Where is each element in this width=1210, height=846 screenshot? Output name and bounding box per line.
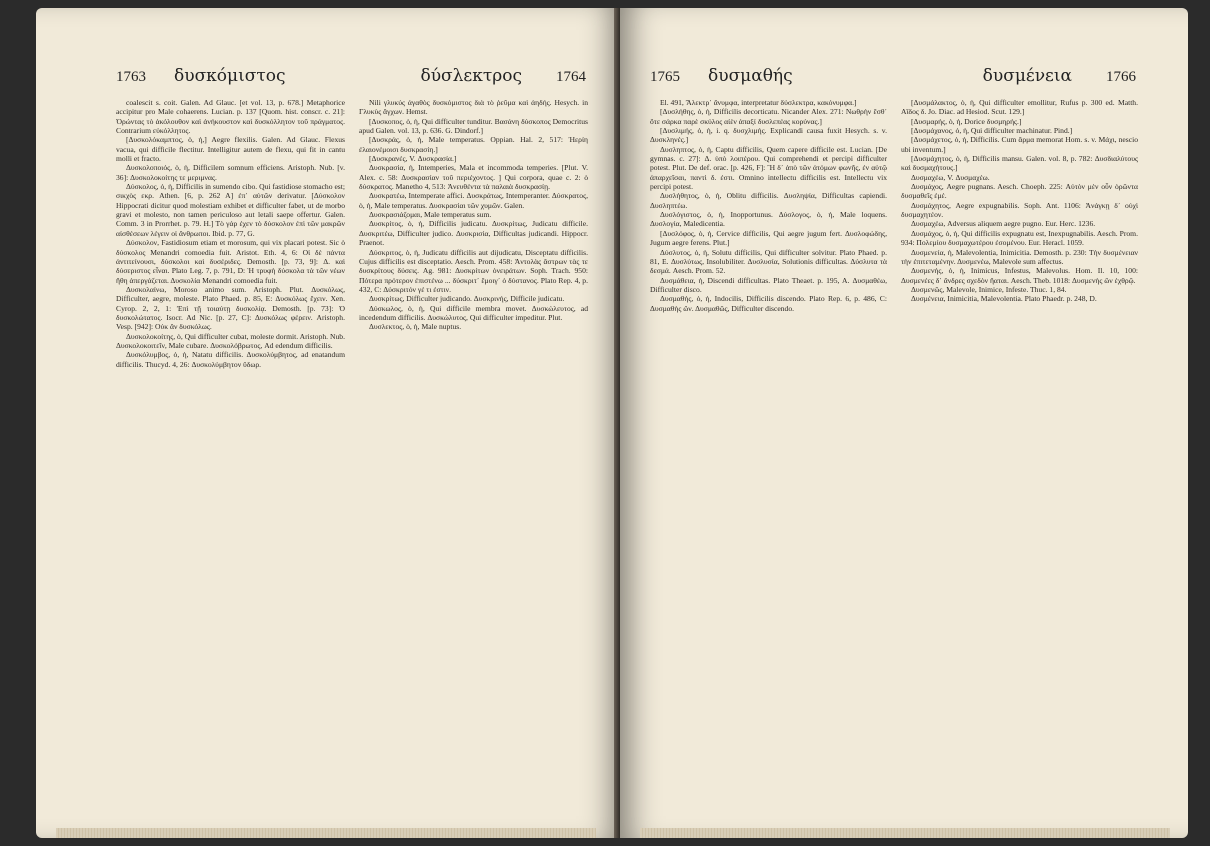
dictionary-entry: Δυσμενῶς, Malevole, Inimice, Infeste. Thuc. 1, 84. xyxy=(911,284,1067,294)
dictionary-entry: [Δυσμάχανος, ὁ, ἡ, Qui difficulter machinatur. Pind.] xyxy=(911,126,1073,136)
dictionary-entry: [Δυσμάχητος, ὁ, ἡ, Difficilis mansu. Galen. vol. 8, p. 782: Δυσδιαλύτους καὶ δυσμαχήτους.] xyxy=(901,154,1138,173)
right-page-headword-b: δυσμένεια xyxy=(982,66,1072,86)
dictionary-entry: Δυσκρίτως, Difficulter judicando. Δυσκρινής, Difficile judicatu. xyxy=(369,294,565,304)
dictionary-entry: Nili γλυκύς ἀγαθὸς δυσκόμιστος διὰ τὸ ῥεῦμα καὶ ἀηδής. Hesych. in Γλυκὺς ἄγχων. Hemst. xyxy=(359,98,588,117)
dictionary-entry: Δυσκολοποιός, ὁ, ἡ, Difficilem somnum efficiens. Aristoph. Nub. [v. 36]: Δυσκολοκοίτης τε μεριμνας. xyxy=(116,163,345,182)
dictionary-entry: Δυσλήθητος, ὁ, ἡ, Oblitu difficilis. Δυσληψία, Difficultas capiendi. Δυσληπτέω. xyxy=(650,191,887,210)
dictionary-entry: Δυσμαχέω, Adversus aliquem aegre pugno. Eur. Herc. 1236. xyxy=(911,219,1096,229)
left-page-headword-b: δύσλεκτρος xyxy=(420,66,522,86)
dictionary-entry: Δυσμάθεια, ἡ, Discendi difficultas. Plato Theaet. p. 195, A. Δυσμαθέω, Difficulter disco. xyxy=(650,275,887,294)
dictionary-entry: [Δυσμάλακτος, ὁ, ἡ, Qui difficulter emollitur, Rufus p. 300 ed. Matth. Αἵδος δ. Jo. Diac. ad Hesiod. Scut. 129.] xyxy=(901,98,1138,117)
right-column-a xyxy=(650,98,887,804)
dictionary-entry: Δυσμαχέω, V. Δυσμαχέω. xyxy=(911,172,990,182)
left-page-number-b: 1764 xyxy=(556,69,586,85)
dictionary-entry: Δυσκόλυμβος, ὁ, ἡ, Natatu difficilis. Δυσκολύμβητος, ad enatandum difficilis. Thucyd. 4, 26: Δυσκολύμβητον ὕδωρ. xyxy=(116,350,345,369)
right-page-edge xyxy=(640,828,1170,838)
dictionary-entry: Δυσκολοκοίτης, ὁ, Qui difficulter cubat, moleste dormit. Aristoph. Nub. Δυσκολοκοιτεῖν, Male cubare. Δυσκολόβρωτος, Ad edendum difficilis. xyxy=(116,331,345,350)
dictionary-entry: Δυσκρίτος, ὁ, ἡ, Difficilis judicatu. Δυσκρίτως, Judicatu difficile. Δυσκριτέω, Difficulter judico. Δυσκρισία, Difficultas judicandi. Hippocr. Praenot. xyxy=(359,219,588,248)
dictionary-entry: Δυσμάχος, ὁ, ἡ, Qui difficilis expugnatu est, Inexpugnabilis. Aesch. Prom. 934: Πολεμίου δυσμαχωτέρου ἐσομένου. Eur. Heracl. 1059. xyxy=(901,228,1138,248)
dictionary-entry: [Δυσκοπος, ὁ, ἡ, Qui difficulter tunditur. Βασάνη δύσκοπος Democritus apud Galen. vol. 13, p. 636. G. Dindorf.] xyxy=(359,116,588,136)
dictionary-entry: Δυσμενής, ὁ, ἡ, Inimicus, Infestus, Malevolus. Hom. Il. 10, 100: Δυσμενέες δ᾽ ἄνδρες σχεδὸν ἥαται. Aesch. Theb. 1018: Δυσμενὴς ὢν ἐχθρῷ. xyxy=(901,266,1138,285)
dictionary-entry: [Δυσλόφος, ὁ, ἡ, Cervice difficilis, Qui aegre jugum fert. Δυσλοφώδης, Jugum aegre ferens. Plut.] xyxy=(650,228,887,248)
dictionary-entry: Δύσλυτος, ὁ, ἡ, Solutu difficilis, Qui difficulter solvitur. Plato Phaed. p. 81, E. Δυσλύτως, Insolubiliter. Δυσλυσία, Solutionis difficultas. Δύσλυτα τὰ δεσμά. Aesch. Prom. 52. xyxy=(650,247,887,276)
dictionary-entry: Δυσκολαίνω, Moroso animo sum. Aristoph. Plut. Δυσκόλως, Difficulter, aegre, moleste. Plato Phaed. p. 85, E: Δυσκόλως ἔχειν. Xen. Cyrop. 2, 2, 1: Ἐπὶ τῇ τοιαύτῃ δυσκολίᾳ. Demosth. [p. 73]: Ὁ δυσκολώτατος. Isocr. Ad Nic. [p. 27, C]: Δυσκόλως φέρειν. Aristoph. Vesp. [942]: Οὐκ ἂν δυσκόλως. xyxy=(116,284,345,332)
dictionary-entry: [Δυσκράς, ὁ, ἡ, Male temperatus. Oppian. Hal. 2, 517: Ἠερίη ἐλαιονέμοισι δυσκρασίη.] xyxy=(359,135,588,154)
right-page xyxy=(620,8,1188,838)
dictionary-entry: El. 491, Ἄλεκτρ᾽ ἄνυμφα, interpretatur δύσλεκτρα, κακόνυμφα.] xyxy=(660,98,857,107)
dictionary-entry: Δυσλόγιστος, ὁ, ἡ, Inopportunus. Δύσλογος, ὁ, ἡ, Male loquens. Δυσλογία, Maledicentia. xyxy=(650,210,887,229)
right-page-header xyxy=(650,66,1136,92)
left-page-header xyxy=(116,66,586,92)
left-page-number-a: 1763 xyxy=(116,69,146,85)
book-spread xyxy=(36,8,1188,838)
dictionary-entry: Δυσμάχος, Aegre pugnans. Aesch. Choeph. 225: Αὐτὸν μὲν οὖν ὁρῶντα δυσμαθεῖς ἐμέ. xyxy=(901,182,1138,201)
dictionary-entry: [Δυσλιμής, ὁ, ἡ, i. q. δυσχλιμής. Explicandi causa fuxit Hesych. s. v. Δυσκληνές.] xyxy=(650,126,887,145)
right-page-columns xyxy=(650,98,1138,804)
right-page-headword-a: δυσμαθής xyxy=(708,66,793,86)
dictionary-entry: [Δυσλήθης, ὁ, ἡ, Difficilis decorticatu. Nicander Alex. 271: Νωθρὴν ἔσθ᾽ ὅτε σάρκα παρὲ σκύλος αἰὲν ἀπαξί δυσλεπέας κορύνας.] xyxy=(650,107,887,126)
right-page-number-b: 1766 xyxy=(1106,69,1136,85)
left-page xyxy=(36,8,620,838)
dictionary-entry: Δυσκρασιάζομαι, Male temperatus sum. xyxy=(369,210,492,220)
dictionary-entry: coalescit s. coit. Galen. Ad Glauc. [et vol. 13, p. 678.] Metaphorice accipitur pro Male cohaerens. Lucian. p. 137 [Quom. hist. conscr. c. 21]: Ὀρώντας τὸ ἀκόλουθον καὶ ἀνήκουστον καὶ δυσκόλλητον τοῦ πράγματος. Contrarium εὐκόλλητος. xyxy=(116,98,345,136)
dictionary-entry: [Δυσκρανές, V. Δυσκρασία.] xyxy=(369,154,457,164)
dictionary-entry: Δυσλεκτος, ὁ, ἡ, Male nuptus. xyxy=(369,322,462,332)
right-column-b xyxy=(901,98,1138,804)
left-page-edge xyxy=(56,828,596,838)
right-page-number-a: 1765 xyxy=(650,69,680,85)
dictionary-entry: Δυσκρατέω, Intemperate affici. Δυσκράτως, Intemperanter. Δύσκρατος, ὁ, ἡ, Male temperatus. Δυσκρασίαι τῶν χυμῶν. Galen. xyxy=(359,191,588,210)
dictionary-entry: Δύσκριτος, ὁ, ἡ, Judicatu difficilis aut dijudicatu, Disceptatu difficilis. Cujus difficilis est disceptatio. Aesch. Prom. 458: Ἀντολὰς ἄστρων τὰς τε δυσκρίτους δύσεις. Ag. 981: Δυσκρίτων ὀνειράτων. Soph. Trach. 950: Πότερα πρότερον ἐπιστένω ... δύσκριτ᾽ ἔμοιγ᾽ ὁ δύστανος. Plato Rep. 4, p. 432, C: Δύσκριτόν γέ τι ἐστιν. xyxy=(359,247,588,294)
dictionary-entry: Δυσμενεία, ἡ, Malevolentia, Inimicitia. Demosth. p. 230: Τὴν δυσμένειαν τὴν ἐπιτεταμένην. Δυσμενέω, Malevole sum affectus. xyxy=(901,247,1138,266)
left-page-headword-a: δυσκόμιστος xyxy=(174,66,286,86)
dictionary-entry: Δύσκολον, Fastidiosum etiam et morosum, qui vix placari potest. Sic ὁ δύσκολος Menandri comoedia fuit. Aristot. Eth. 4, 6: Oἱ δὲ πάντα ἀντιτείνουσι, δύσκολοι καὶ δυσέριδες. Demosth. [p. 73, 9]: Δ. καὶ δύσεριστος εἶναι. Plato Leg. 7, p. 791, D: Ἡ τρυφὴ δύσκολα τὰ τῶν νέων ἤθη ἀπεργάζεται. Δυσκολία Menandri comoedia fuit. xyxy=(116,238,345,285)
dictionary-entry: [Δυσκολόκαμπτος, ὁ, ἡ,] Aegre flexilis. Galen. Ad Glauc. Flexus vacua, qui difficile flectitur. Intelligitur autem de flexu, qui fit in cantu molli et fracto. xyxy=(116,135,345,164)
dictionary-entry: [Δυσμαρής, ὁ, ἡ, Dorice δυσμηρής.] xyxy=(911,116,1022,126)
dictionary-entry: Δυσκρασία, ἡ, Intemperies, Mala et incommoda temperies. [Plut. V. Alex. c. 58: Δυσκρασίαν τοῦ περιέχοντος. ] Qui corpora, quae c. 2: ὁ δύσκρατος. Manetho 4, 513: Ἀνευθέντα τὰ παλαιὰ δυσκρασίῃ. xyxy=(359,163,588,192)
dictionary-entry: Δυσμαθής, ὁ, ἡ, Indocilis, Difficilis discendo. Plato Rep. 6, p. 486, C: Δυσμαθὴς ὤν. Δυσμαθῶς, Difficulter discendo. xyxy=(650,294,887,313)
left-column-a xyxy=(116,98,345,804)
left-column-b xyxy=(359,98,588,804)
dictionary-entry: Δυσληπτος, ὁ, ἡ, Captu difficilis, Quem capere difficile est. Lucian. [De gymnas. c. 27]: Δ. ὑπὸ λοιπέρου. Qui comprehendi et percipi difficulter potest. Plut. De def. orac. [p. 426, F]: Ἢ δ᾽ ἀπὸ τῶν ἀτόμων φωνῆς, ἐν αὐτῷ ἀπαρχεῖσαι, παντὶ δ. ἐστι. Omnino intellectu difficilis est. Intellectu vix percipi potest. xyxy=(650,144,887,192)
dictionary-entry: [Δυσμάχετος, ὁ, ἡ, Difficilis. Cum ἄρμα memorat Hom. s. v. Μάχι, nescio ubi inventum.] xyxy=(901,135,1138,154)
dictionary-entry: Δυσμάχητος, Aegre expugnabilis. Soph. Ant. 1106: Ἀνάγκῃ δ᾽ οὐχὶ δυσμαχητέον. xyxy=(901,200,1138,220)
dictionary-entry: Δύσκωλος, ὁ, ἡ, Qui difficile membra movet. Δυσκώλευτος, ad incedendum difficilis. Δυσκώλυτος, Qui difficulter impeditur. Plut. xyxy=(359,303,588,322)
dictionary-entry: Δύσκολος, ὁ, ἡ, Difficilis in sumendo cibo. Qui fastidiose stomacho est; σικχὸς εκρ. Athen. [6, p. 262 A] ἐπ᾽ αὐτῶν derivatur. [Δύσκολον Hippocrati dicitur quod molestiam exhibet et difficulter fabet, ut de morbo gravi et molesto, non tamen periculoso aut letali saepe offertur. Galen. Comm. 3 in Prorrhet. p. 79. H.] Tὸ γάρ ἐχεν τὸ δύσκολον ἐπὶ τῶν μακρῶν αἰσθέσεων λέγειν οἱ ἄνθρωποι. Ibid. p. 77, G. xyxy=(116,182,345,238)
dictionary-entry: Δυσμένεια, Inimicitia, Malevolentia. Plato Phaedr. p. 248, D. xyxy=(911,294,1097,304)
left-page-columns xyxy=(116,98,588,804)
